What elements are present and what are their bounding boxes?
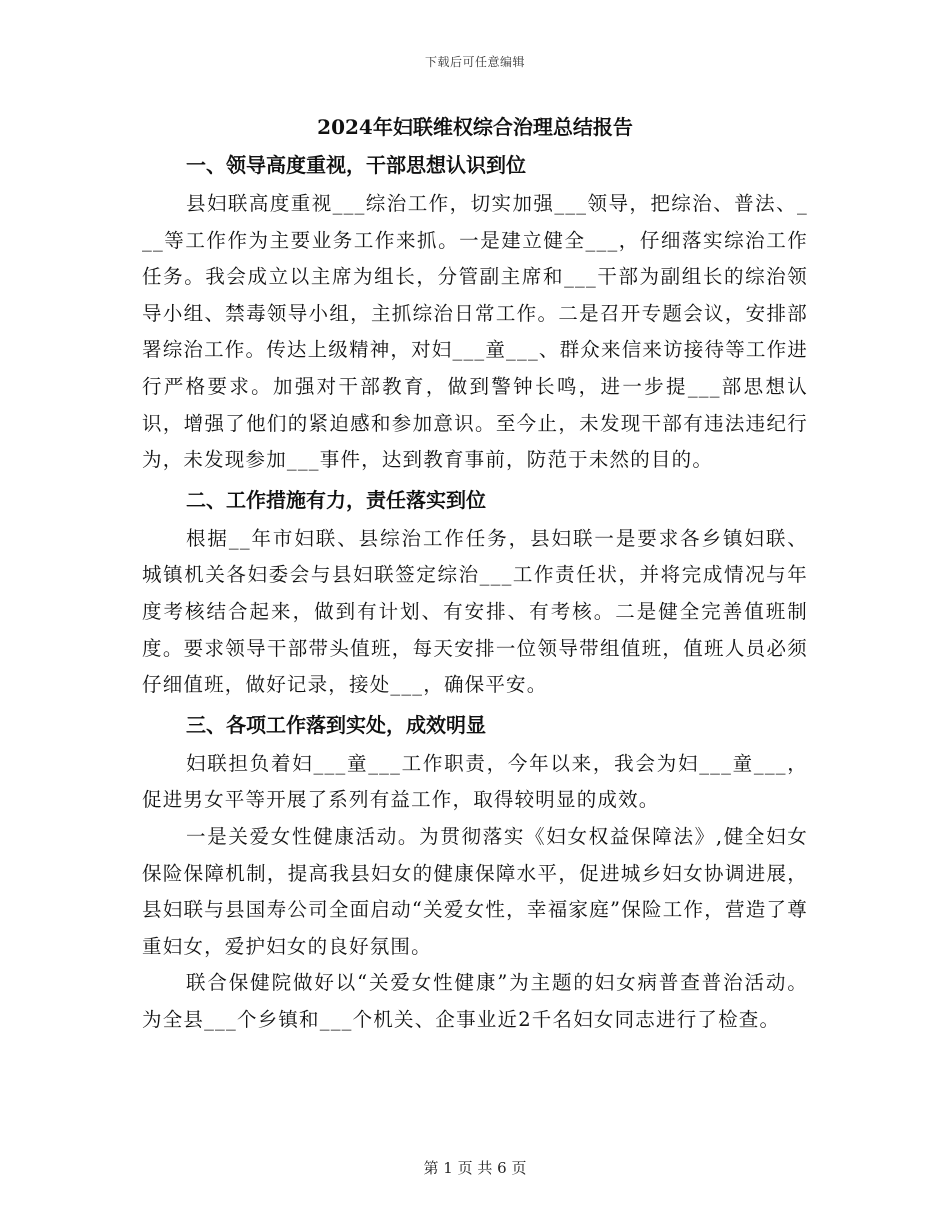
section-2 [142, 483, 808, 704]
document-title: 2024年妇联维权综合治理总结报告 [317, 115, 633, 139]
section-1 [142, 148, 808, 479]
section-3 [142, 708, 808, 1039]
section-heading: 二、工作措施有力，责任落实到位 [186, 487, 486, 512]
header-note: 下载后可任意编辑 [424, 55, 525, 69]
paragraph: 联合保健院做好以“关爱女性健康”为主题的妇女病普查普治活动。为全县___个乡镇和___个机关、企事业近2千名妇女同志进行了检查。 [142, 971, 808, 1031]
section-heading: 一、领导高度重视，干部思想认识到位 [186, 153, 526, 177]
paragraph: 根据__年市妇联、县综治工作任务，县妇联一是要求各乡镇妇联、城镇机关各妇委会与县妇联签定综治___工作责任状，并将完成情况与年度考核结合起来，做到有计划、有安排、有考核。二是健全完善值班制度。要求领导干部带头值班，每天安排一位领导带组值班，值班人员必须仔细值班，做好记录，接处___，确保平安。 [142, 526, 808, 697]
page-number: 第 1 页 共 6 页 [423, 1159, 527, 1177]
document-body [142, 112, 808, 1042]
paragraph: 县妇联高度重视___综治工作，切实加强___领导，把综治、普法、___等工作作为主要业务工作来抓。一是建立健全___，仔细落实综治工作任务。我会成立以主席为组长，分管副主席和___干部为副组长的综治领导小组、禁毒领导小组，主抓综治日常工作。二是召开专题会议，安排部署综治工作。传达上级精神，对妇___童___、群众来信来访接待等工作进行严格要求。加强对干部教育，做到警钟长鸣，进一步提___部思想认识，增强了他们的紧迫感和参加意识。至今止，未发现干部有违法违纪行为，未发现参加___事件，达到教育事前，防范于未然的目的。 [142, 192, 809, 472]
paragraph: 一是关爱女性健康活动。为贯彻落实《妇女权益保障法》,健全妇女保险保障机制，提高我县妇女的健康保障水平，促进城乡妇女协调进展，县妇联与县国寿公司全面启动“关爱女性，幸福家庭”保险工作，营造了尊重妇女，爱护妇女的良好氛围。 [142, 824, 808, 958]
paragraph: 妇联担负着妇___童___工作职责，今年以来，我会为妇___童___，促进男女平等开展了系列有益工作，取得较明显的成效。 [142, 751, 808, 812]
section-heading: 三、各项工作落到实处，成效明显 [186, 712, 486, 737]
